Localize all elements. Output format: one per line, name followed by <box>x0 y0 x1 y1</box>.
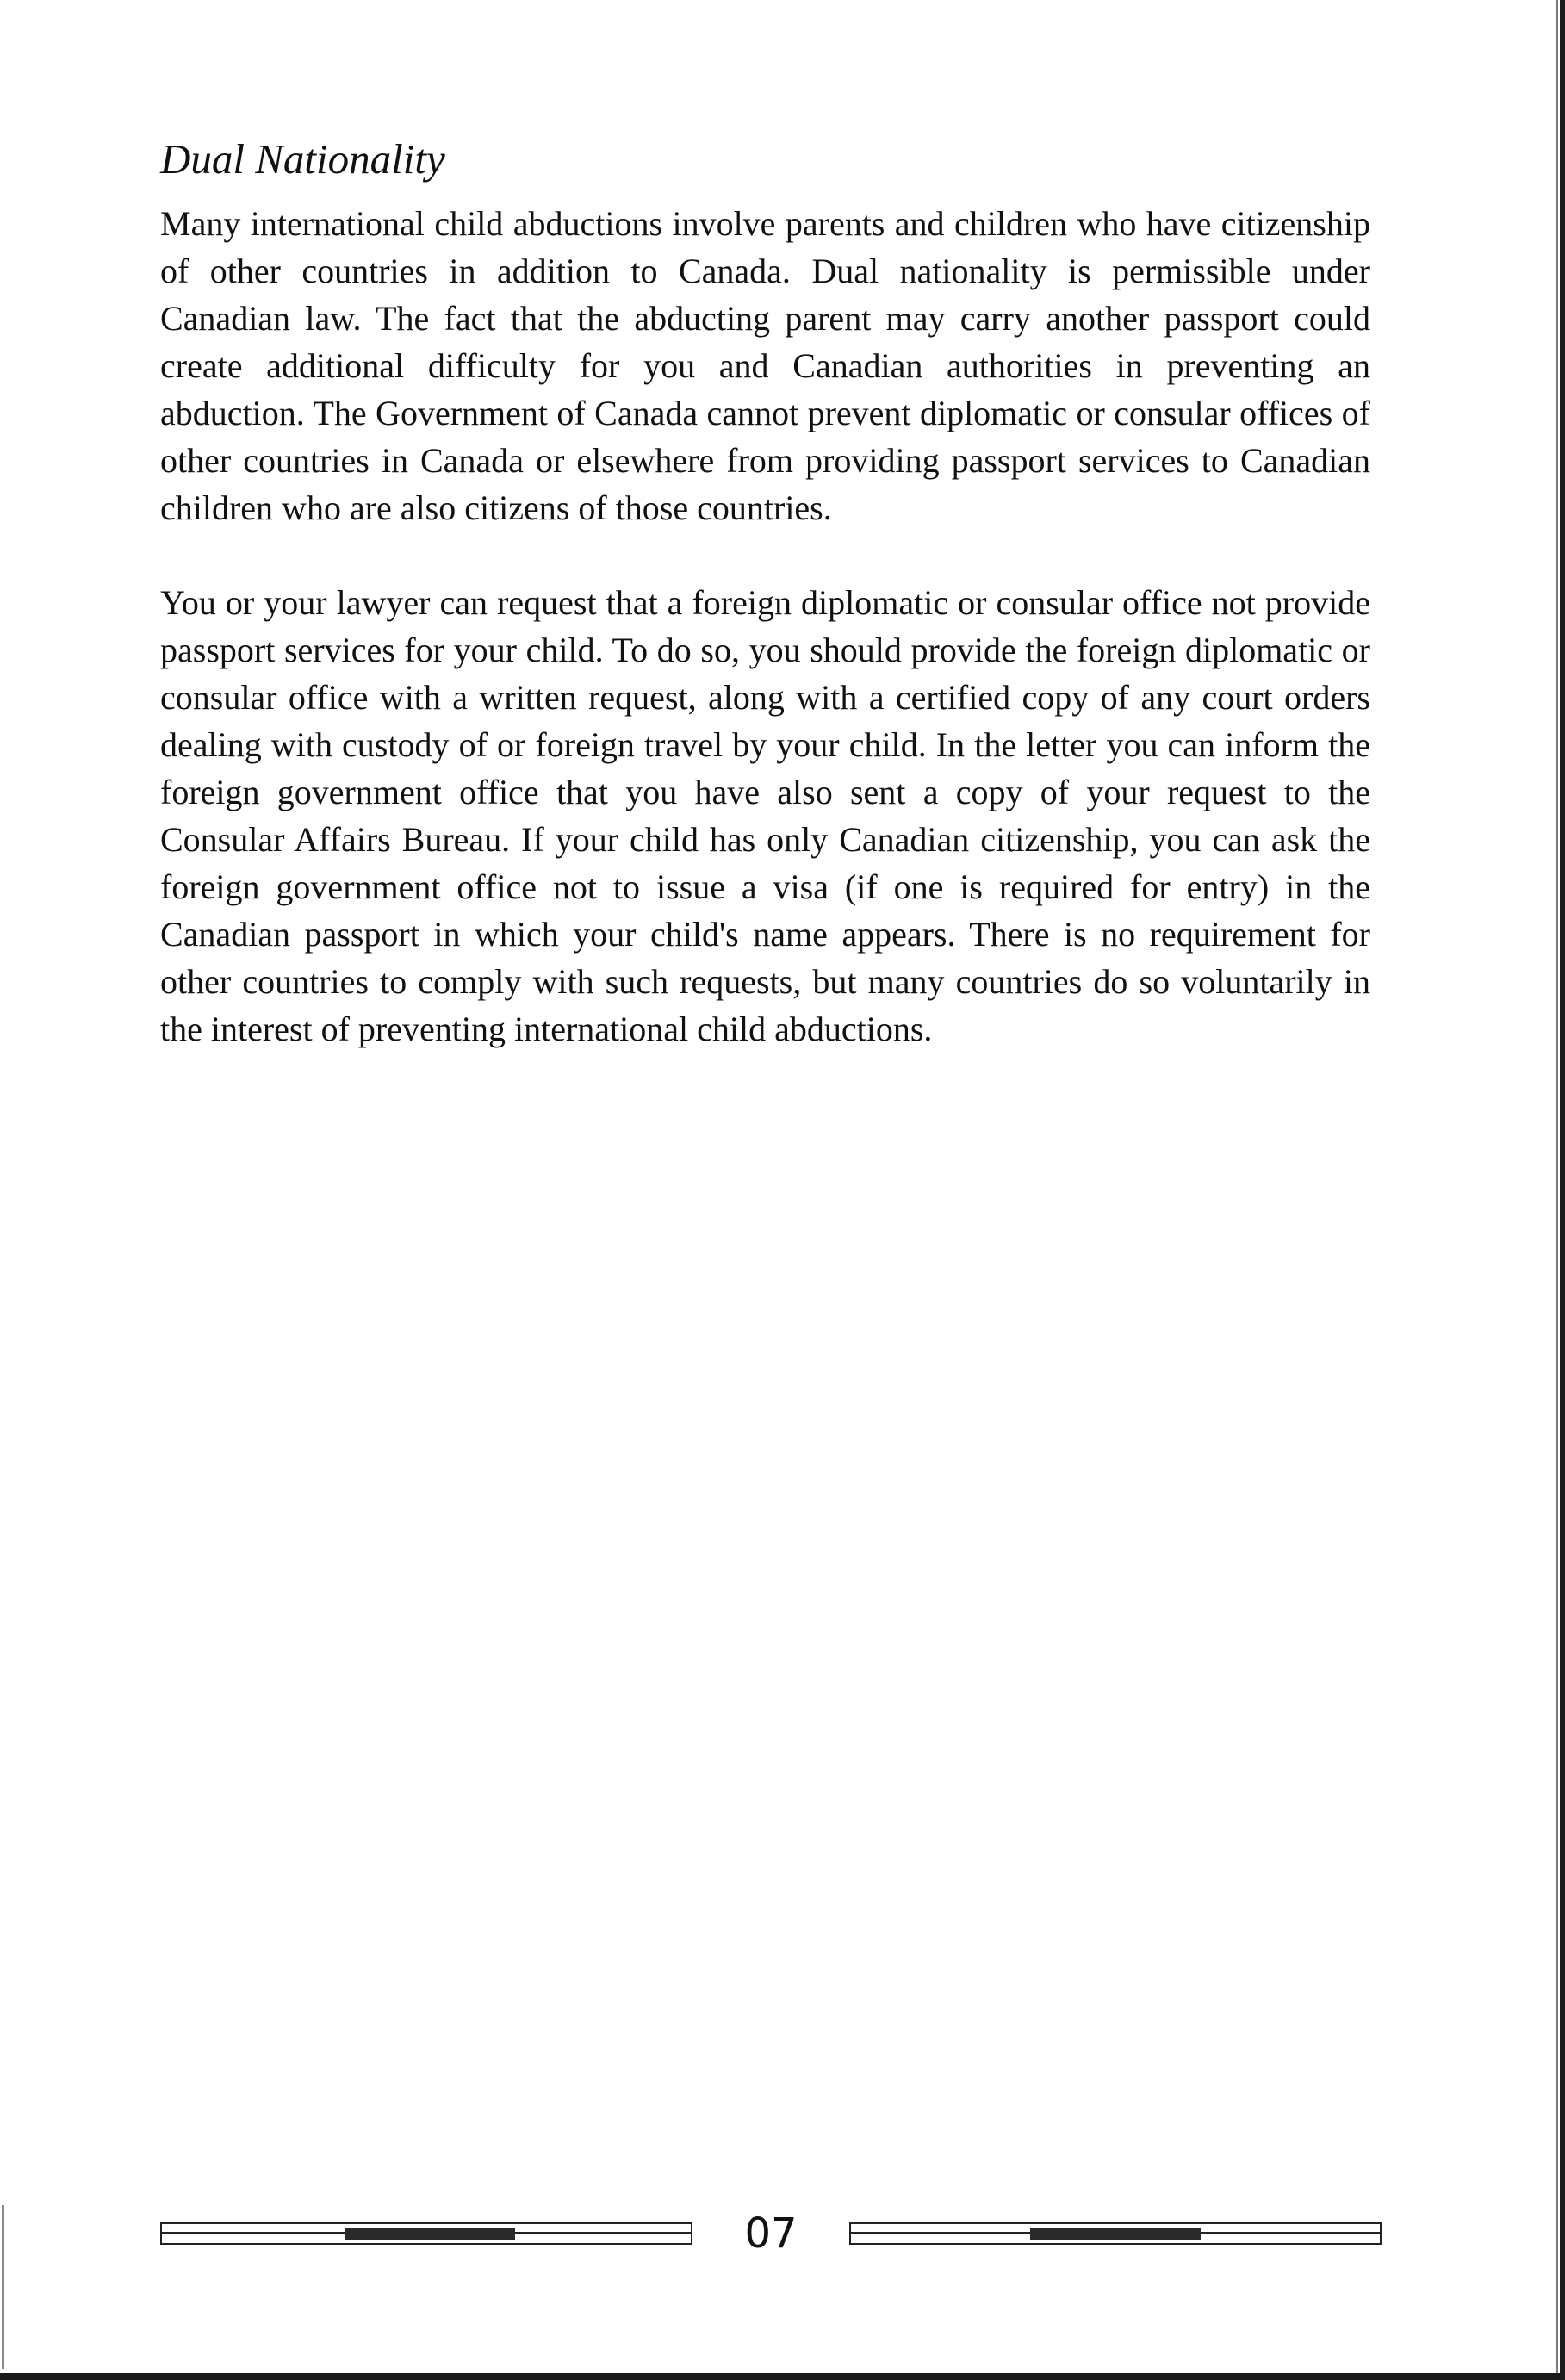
page-footer <box>160 2209 1382 2258</box>
footer-rule-left <box>160 2222 692 2245</box>
paragraph-passport-request: You or your lawyer can request that a foreign diplomatic or consular office not provide passport services for your child. To do so, you should provide the foreign diplomatic or consular office with a written request, along with a certified copy of any court orders dealing with custody of or foreign travel by your child. In the letter you can inform the foreign government office that you have also sent a copy of your request to the Consular Affairs Bureau. If your child has only Canadian citizenship, you can ask the foreign government office not to issue a visa (if one is required for entry) in the Canadian passport in which your child's name appears. There is no requirement for other countries to comply with such requests, but many countries do so voluntarily in the interest of preventing international child abductions. <box>160 583 1370 1048</box>
footer-rule-right <box>849 2222 1382 2245</box>
footer-rule-right-fill <box>1030 2228 1201 2240</box>
section-heading: Dual Nationality <box>160 135 445 183</box>
scan-edge-right <box>1560 0 1565 2380</box>
paragraph-dual-nationality: Many international child abductions involve parents and children who have citizenship of other countries in addition to Canada. Dual nationality is permissible under Canadian law. The fact that the abducting parent may carry another passport could create additional difficulty for you and Canadian authorities in preventing an abduction. The Government of Canada cannot prevent diplomatic or consular offices of other countries in Canada or elsewhere from providing passport services to Canadian children who are also citizens of those countries. <box>160 204 1370 527</box>
page-number: 07 <box>744 2209 798 2258</box>
scan-edge-right-inner <box>1556 0 1558 2380</box>
scan-edge-left <box>2 2205 4 2369</box>
page-content <box>160 129 1370 1053</box>
footer-rule-left-fill <box>345 2228 515 2240</box>
scan-edge-bottom <box>0 2373 1565 2380</box>
